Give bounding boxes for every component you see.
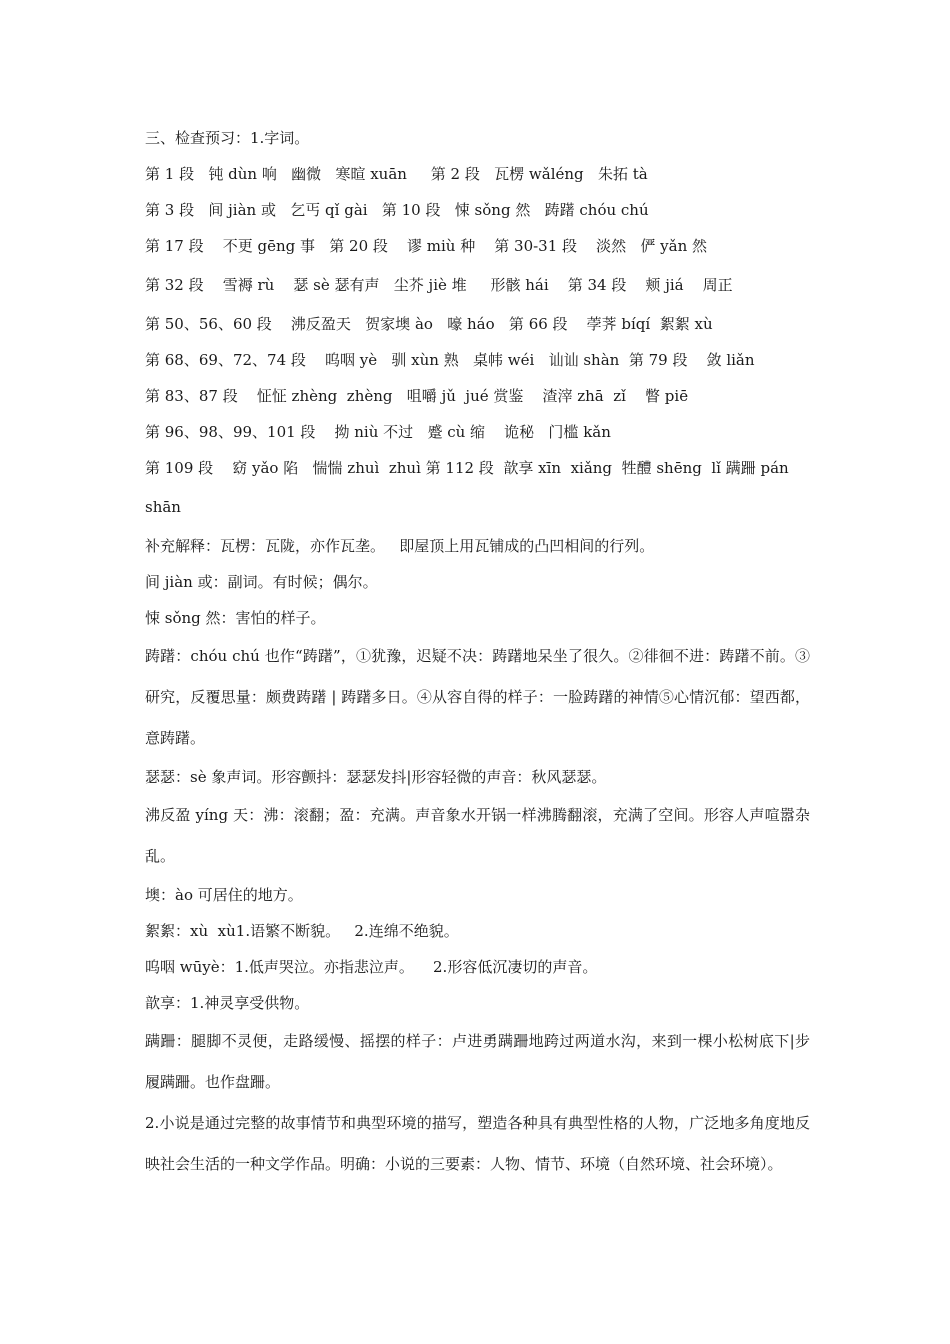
explanation-jianhuo: 间 jiàn 或：副词。有时候；偶尔。 bbox=[145, 573, 378, 591]
vocab-line-3: 第 17 段 不更 gēng 事 第 20 段 谬 miù 种 第 30-31 段 淡然 俨 yǎn 然 bbox=[145, 237, 708, 255]
explanation-panshan: 蹒跚：腿脚不灵便，走路缓慢、摇摆的样子：卢进勇蹒跚地跨过两道水沟，来到一棵小松树底下|步履蹒跚。也作盘跚。 bbox=[145, 1032, 810, 1091]
vocab-line-6: 第 68、69、72、74 段 呜咽 yè 驯 xùn 熟 桌帏 wéi 讪讪 shàn 第 79 段 敛 liǎn bbox=[145, 351, 755, 369]
vocab-line-2: 第 3 段 间 jiàn 或 乞丐 qǐ gài 第 10 段 悚 sǒng 然 踌躇 chóu chú bbox=[145, 201, 649, 219]
explanation-ao: 墺：ào 可居住的地方。 bbox=[145, 886, 303, 904]
explanation-chouchu: 踌躇：chóu chú 也作“踌躇”，①犹豫，迟疑不决：踌躇地呆坐了很久。②徘徊不进：踌躇不前。③研究，反覆思量：颇费踌躇 | 踌躇多日。④从容自得的样子：一脸踌躇的神情⑤心情沉郁：望西都，意踌躇。 bbox=[145, 647, 810, 747]
vocab-line-wrap: shān bbox=[145, 498, 181, 516]
vocab-line-4: 第 32 段 雪褥 rù 瑟 sè 瑟有声 尘芥 jiè 堆 形骸 hái 第 34 段 颊 jiá 周正 bbox=[145, 276, 733, 294]
explanation-walong: 补充解释：瓦楞：瓦陇，亦作瓦垄。 即屋顶上用瓦铺成的凸凹相间的行列。 bbox=[145, 537, 655, 555]
vocab-line-7: 第 83、87 段 怔怔 zhèng zhèng 咀嚼 jǔ jué 赏鉴 渣滓 zhā zǐ 瞥 piē bbox=[145, 387, 689, 405]
vocab-line-5: 第 50、56、60 段 沸反盈天 贺家墺 ào 嚎 háo 第 66 段 荸荠 bíqí 絮絮 xù bbox=[145, 315, 713, 333]
vocab-line-1: 第 1 段 钝 dùn 响 幽微 寒暄 xuān 第 2 段 瓦楞 wǎléng 朱拓 tà bbox=[145, 165, 648, 183]
explanation-wuye: 呜咽 wūyè：1.低声哭泣。亦指悲泣声。 2.形容低沉凄切的声音。 bbox=[145, 958, 598, 976]
explanation-sese: 瑟瑟：sè 象声词。形容颤抖：瑟瑟发抖|形容轻微的声音：秋风瑟瑟。 bbox=[145, 768, 607, 786]
explanation-xinxiang: 歆享：1.神灵享受供物。 bbox=[145, 994, 310, 1012]
explanation-xuxu: 絮絮：xù xù1.语繁不断貌。 2.连绵不绝貌。 bbox=[145, 922, 459, 940]
section-heading: 三、检查预习：1.字词。 bbox=[145, 129, 310, 147]
explanation-songran: 悚 sǒng 然：害怕的样子。 bbox=[145, 609, 326, 627]
document-page bbox=[145, 120, 810, 1185]
vocab-line-9: 第 109 段 窈 yǎo 陷 惴惴 zhuì zhuì 第 112 段 歆享 xīn xiǎng 牲醴 shēng lǐ 蹒跚 pán bbox=[145, 459, 789, 477]
novel-definition: 2.小说是通过完整的故事情节和典型环境的描写，塑造各种具有典型性格的人物，广泛地多角度地反映社会生活的一种文学作品。明确：小说的三要素：人物、情节、环境（自然环境、社会环境）。 bbox=[145, 1114, 810, 1173]
explanation-feifan: 沸反盈 yíng 天：沸：滚翻；盈：充满。声音象水开锅一样沸腾翻滚，充满了空间。形容人声喧嚣杂乱。 bbox=[145, 806, 810, 865]
vocab-line-8: 第 96、98、99、101 段 拗 niù 不过 蹙 cù 缩 诡秘 门槛 kǎn bbox=[145, 423, 611, 441]
